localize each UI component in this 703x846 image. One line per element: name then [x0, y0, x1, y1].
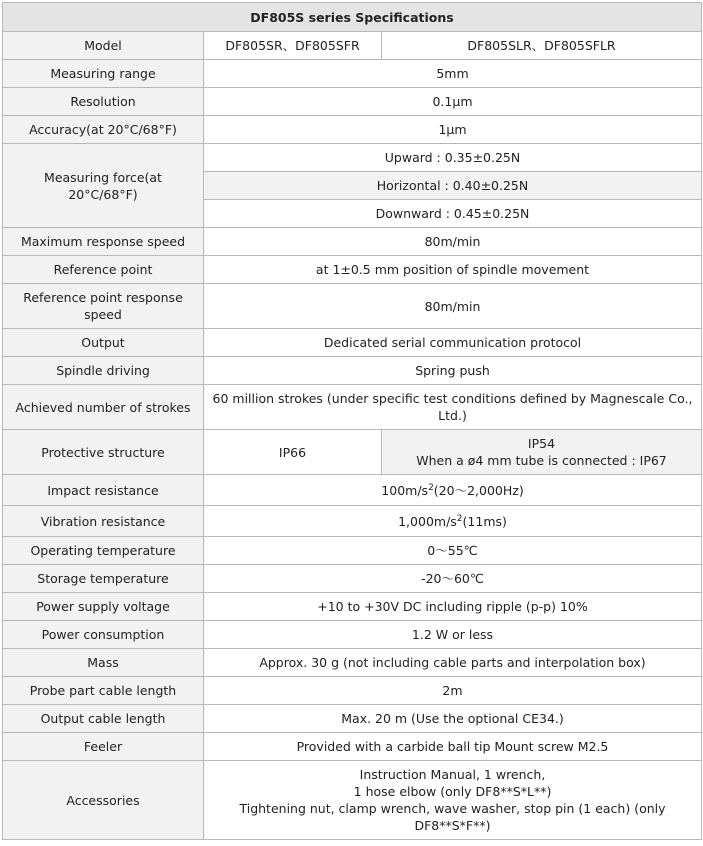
row-label-storage-temperature: Storage temperature	[3, 565, 204, 593]
table-row	[3, 761, 702, 840]
row-label-operating-temperature: Operating temperature	[3, 537, 204, 565]
protective-structure-value-sr: IP66	[204, 430, 382, 475]
impact-resistance-value-range: (20～2,000Hz)	[433, 482, 524, 498]
output-value: Dedicated serial communication protocol	[204, 329, 702, 357]
accuracy-value: 1μm	[204, 116, 702, 144]
table-row	[3, 430, 702, 475]
storage-temperature-value: -20～60℃	[204, 565, 702, 593]
row-label-protective-structure: Protective structure	[3, 430, 204, 475]
accessories-line: Instruction Manual, 1 wrench,	[359, 767, 546, 782]
table-row	[3, 537, 702, 565]
impact-resistance-value-main: 100m/s	[381, 482, 429, 498]
row-label-measuring-force: Measuring force(at 20°C/68°F)	[3, 144, 204, 228]
table-row	[3, 385, 702, 430]
row-label-power-supply-voltage: Power supply voltage	[3, 593, 204, 621]
output-cable-length-value: Max. 20 m (Use the optional CE34.)	[204, 705, 702, 733]
table-row	[3, 357, 702, 385]
table-row	[3, 649, 702, 677]
row-label-impact-resistance: Impact resistance	[3, 475, 204, 506]
title-row	[3, 3, 702, 32]
measuring-range-value: 5mm	[204, 60, 702, 88]
table-title: DF805S series Specifications	[3, 3, 702, 32]
mass-value: Approx. 30 g (not including cable parts and interpolation box)	[204, 649, 702, 677]
accessories-value	[204, 761, 702, 840]
protective-structure-ip54: IP54	[527, 436, 556, 451]
table-row	[3, 88, 702, 116]
table-row	[3, 329, 702, 357]
impact-resistance-exponent: 2	[428, 482, 434, 493]
reference-point-speed-value: 80m/min	[204, 284, 702, 329]
row-label-measuring-range: Measuring range	[3, 60, 204, 88]
table-row	[3, 32, 702, 60]
table-row	[3, 116, 702, 144]
row-label-strokes: Achieved number of strokes	[3, 385, 204, 430]
table-row	[3, 593, 702, 621]
accessories-line: 1 hose elbow (only DF8**S*L**)	[353, 784, 552, 799]
row-label-feeler: Feeler	[3, 733, 204, 761]
row-label-mass: Mass	[3, 649, 204, 677]
row-label-reference-point-speed: Reference point response speed	[3, 284, 204, 329]
row-label-accuracy: Accuracy(at 20°C/68°F)	[3, 116, 204, 144]
measuring-force-upward: Upward : 0.35±0.25N	[204, 144, 702, 172]
row-label-model: Model	[3, 32, 204, 60]
row-label-max-response-speed: Maximum response speed	[3, 228, 204, 256]
row-label-reference-point: Reference point	[3, 256, 204, 284]
power-supply-voltage-value: +10 to +30V DC including ripple (p-p) 10%	[204, 593, 702, 621]
max-response-speed-value: 80m/min	[204, 228, 702, 256]
table-row	[3, 677, 702, 705]
operating-temperature-value: 0～55℃	[204, 537, 702, 565]
table-row	[3, 733, 702, 761]
vibration-resistance-value	[204, 506, 702, 537]
protective-structure-tube-note: When a ø4 mm tube is connected : IP67	[416, 453, 667, 468]
row-label-vibration-resistance: Vibration resistance	[3, 506, 204, 537]
accessories-line: Tightening nut, clamp wrench, wave washer, stop pin (1 each) (only DF8**S*F**)	[239, 801, 666, 833]
measuring-force-horizontal: Horizontal : 0.40±0.25N	[204, 172, 702, 200]
vibration-resistance-exponent: 2	[456, 513, 463, 524]
feeler-value: Provided with a carbide ball tip Mount screw M2.5	[204, 733, 702, 761]
table-row	[3, 705, 702, 733]
model-value-slr: DF805SLR、DF805SFLR	[382, 32, 702, 60]
row-label-accessories: Accessories	[3, 761, 204, 840]
vibration-resistance-value-range: (11ms)	[462, 513, 507, 529]
table-row	[3, 60, 702, 88]
row-label-resolution: Resolution	[3, 88, 204, 116]
table-row	[3, 506, 702, 537]
spindle-driving-value: Spring push	[204, 357, 702, 385]
row-label-probe-cable-length: Probe part cable length	[3, 677, 204, 705]
protective-structure-value-slr	[382, 430, 702, 475]
row-label-output-cable-length: Output cable length	[3, 705, 204, 733]
model-value-sr: DF805SR、DF805SFR	[204, 32, 382, 60]
row-label-spindle-driving: Spindle driving	[3, 357, 204, 385]
power-consumption-value: 1.2 W or less	[204, 621, 702, 649]
specifications-table	[2, 2, 702, 840]
table-row	[3, 144, 702, 172]
table-row	[3, 228, 702, 256]
row-label-output: Output	[3, 329, 204, 357]
row-label-power-consumption: Power consumption	[3, 621, 204, 649]
impact-resistance-value	[204, 475, 702, 506]
probe-cable-length-value: 2m	[204, 677, 702, 705]
resolution-value: 0.1μm	[204, 88, 702, 116]
table-row	[3, 565, 702, 593]
reference-point-value: at 1±0.5 mm position of spindle movement	[204, 256, 702, 284]
table-row	[3, 284, 702, 329]
measuring-force-downward: Downward : 0.45±0.25N	[204, 200, 702, 228]
strokes-value: 60 million strokes (under specific test conditions defined by Magnescale Co., Ltd.)	[204, 385, 702, 430]
table-row	[3, 621, 702, 649]
table-row	[3, 475, 702, 506]
table-row	[3, 256, 702, 284]
vibration-resistance-value-main: 1,000m/s	[398, 513, 457, 529]
